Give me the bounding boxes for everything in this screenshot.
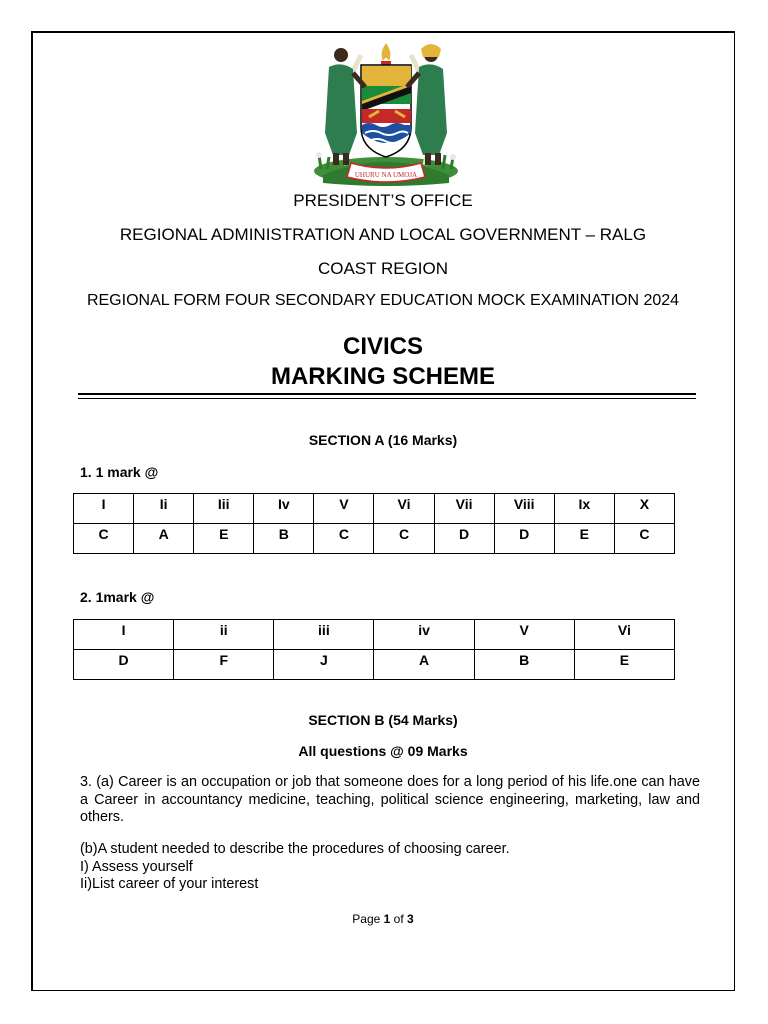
table-cell: iii [274, 620, 374, 650]
table-cell: E [574, 650, 674, 680]
table-cell: E [554, 524, 614, 554]
document-title: MARKING SCHEME [270, 363, 495, 390]
table-cell: I [74, 620, 174, 650]
table-answer-row [74, 524, 675, 554]
question-2-answer-table [73, 619, 675, 680]
page-word: Page [352, 912, 381, 926]
table-cell: ii [174, 620, 274, 650]
subject-title: CIVICS [342, 333, 423, 360]
title-rule-top [78, 393, 696, 395]
question-3b-intro: (b)A student needed to describe the procedures of choosing career. [80, 841, 510, 857]
table-answer-row [74, 650, 675, 680]
question-3b-answer [80, 841, 700, 894]
table-cell: Iv [254, 494, 314, 524]
list-item: I) Assess yourself [80, 858, 193, 875]
section-a-title: SECTION A (16 Marks) [308, 432, 458, 448]
table-cell: C [614, 524, 674, 554]
table-header-row [74, 494, 675, 524]
exam-heading: REGIONAL FORM FOUR SECONDARY EDUCATION MOCK EXAMINATION 2024 [86, 292, 680, 309]
table-cell: C [374, 524, 434, 554]
table-cell: Vi [374, 494, 434, 524]
table-cell: C [314, 524, 374, 554]
table-cell: Viii [494, 494, 554, 524]
table-cell: I [74, 494, 134, 524]
question-1-answer-table [73, 493, 675, 554]
table-cell: Vi [574, 620, 674, 650]
table-cell: V [474, 620, 574, 650]
region-heading: COAST REGION [317, 259, 449, 278]
table-cell: Vii [434, 494, 494, 524]
table-cell: B [474, 650, 574, 680]
list-item: Ii)List career of your interest [80, 876, 259, 892]
table-cell: D [494, 524, 554, 554]
table-cell: F [174, 650, 274, 680]
table-cell: A [134, 524, 194, 554]
table-cell: Ii [134, 494, 194, 524]
table-cell: J [274, 650, 374, 680]
table-cell: A [374, 650, 474, 680]
table-cell: B [254, 524, 314, 554]
question-2-label: 2. 1mark @ [80, 589, 155, 605]
motto-text: UHURU NA UMOJA [354, 171, 418, 179]
table-cell: D [434, 524, 494, 554]
table-cell: Ix [554, 494, 614, 524]
page-footer [31, 912, 735, 926]
title-rule-bottom [78, 398, 696, 399]
table-header-row [74, 620, 675, 650]
coat-of-arms-emblem [303, 37, 469, 189]
table-cell: Iii [194, 494, 254, 524]
table-cell: E [194, 524, 254, 554]
section-b-subtitle: All questions @ 09 Marks [298, 743, 468, 759]
table-cell: iv [374, 620, 474, 650]
question-1-label: 1. 1 mark @ [80, 464, 159, 480]
of-word: of [393, 912, 404, 926]
table-cell: V [314, 494, 374, 524]
table-cell: D [74, 650, 174, 680]
current-page-number: 1 [383, 912, 391, 926]
office-heading: PRESIDENT’S OFFICE [293, 191, 473, 210]
table-cell: C [74, 524, 134, 554]
question-3a-answer: 3. (a) Career is an occupation or job that someone does for a long period of his life.one can have a Career in accountancy medicine, teaching, political science engineering, marketing, law and others. [80, 774, 700, 825]
total-page-number: 3 [407, 912, 414, 926]
ministry-heading: REGIONAL ADMINISTRATION AND LOCAL GOVERNMENT – RALG [119, 225, 647, 244]
section-b-title: SECTION B (54 Marks) [308, 712, 458, 728]
table-cell: X [614, 494, 674, 524]
